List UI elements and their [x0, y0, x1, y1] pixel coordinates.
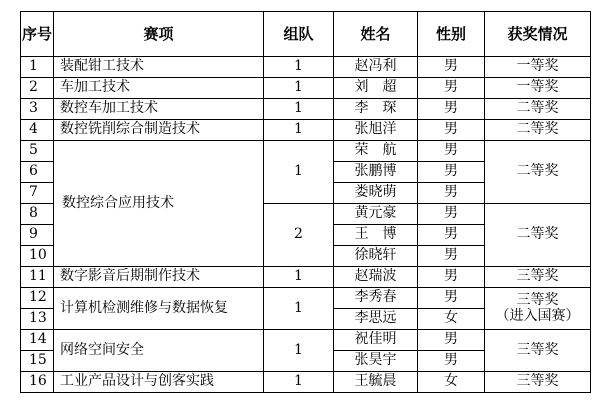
gender-cell: 男 [418, 99, 485, 120]
seq-cell: 14 [21, 330, 54, 351]
table-row [21, 57, 591, 78]
name-cell: 赵冯利 [334, 57, 418, 78]
seq-cell: 3 [21, 99, 54, 120]
name-cell: 张昊宇 [334, 351, 418, 372]
event-cell: 计算机检测维修与数据恢复 [54, 288, 264, 330]
table-row [21, 78, 591, 99]
award-note: （进入国赛） [495, 307, 580, 324]
award-cell [485, 288, 591, 330]
seq-cell: 15 [21, 351, 54, 372]
table-row [21, 99, 591, 120]
event-cell: 数控铣削综合制造技术 [54, 120, 264, 141]
gender-cell: 男 [418, 246, 485, 267]
table-row [21, 288, 591, 309]
gender-cell: 男 [418, 57, 485, 78]
gender-cell: 男 [418, 225, 485, 246]
team-cell: 1 [264, 267, 334, 288]
gender-cell: 男 [418, 267, 485, 288]
name-cell: 王毓晨 [334, 372, 418, 393]
seq-cell: 11 [21, 267, 54, 288]
header-gender: 性别 [418, 12, 485, 57]
team-cell: 1 [264, 330, 334, 372]
seq-cell: 6 [21, 162, 54, 183]
name-cell: 张旭洋 [334, 120, 418, 141]
header-award: 获奖情况 [485, 12, 591, 57]
seq-cell: 16 [21, 372, 54, 393]
team-cell: 1 [264, 141, 334, 204]
name-cell: 黄元豪 [334, 204, 418, 225]
name-cell: 李 琛 [334, 99, 418, 120]
seq-cell: 10 [21, 246, 54, 267]
gender-cell: 男 [418, 351, 485, 372]
event-cell: 数控车加工技术 [54, 99, 264, 120]
award-cell: 二等奖 [485, 141, 591, 204]
name-cell: 李思远 [334, 309, 418, 330]
award-cell: 二等奖 [485, 120, 591, 141]
gender-cell: 女 [418, 372, 485, 393]
seq-cell: 4 [21, 120, 54, 141]
gender-cell: 男 [418, 120, 485, 141]
seq-cell: 1 [21, 57, 54, 78]
gender-cell: 男 [418, 162, 485, 183]
event-cell: 网络空间安全 [54, 330, 264, 372]
award-text: 三等奖 [516, 292, 559, 309]
team-cell: 1 [264, 99, 334, 120]
award-cell: 三等奖 [485, 330, 591, 372]
event-cell: 数控综合应用技术 [54, 141, 264, 267]
header-event: 赛项 [54, 12, 264, 57]
team-cell: 2 [264, 204, 334, 267]
team-cell: 1 [264, 372, 334, 393]
seq-cell: 2 [21, 78, 54, 99]
award-cell: 二等奖 [485, 99, 591, 120]
event-cell: 工业产品设计与创客实践 [54, 372, 264, 393]
awards-table [20, 11, 591, 393]
team-cell: 1 [264, 57, 334, 78]
award-cell: 二等奖 [485, 204, 591, 267]
table-row [21, 120, 591, 141]
name-cell: 荣 航 [334, 141, 418, 162]
team-cell: 1 [264, 78, 334, 99]
header-seq: 序号 [21, 12, 54, 57]
seq-cell: 12 [21, 288, 54, 309]
gender-cell: 男 [418, 204, 485, 225]
name-cell: 娄晓萌 [334, 183, 418, 204]
gender-cell: 女 [418, 309, 485, 330]
gender-cell: 男 [418, 141, 485, 162]
gender-cell: 男 [418, 288, 485, 309]
name-cell: 徐晓轩 [334, 246, 418, 267]
table-row [21, 141, 591, 162]
seq-cell: 9 [21, 225, 54, 246]
award-cell: 三等奖 [485, 372, 591, 393]
gender-cell: 男 [418, 78, 485, 99]
name-cell: 张鹏博 [334, 162, 418, 183]
award-cell: 一等奖 [485, 57, 591, 78]
table-row [21, 372, 591, 393]
name-cell: 赵瑞波 [334, 267, 418, 288]
award-cell: 一等奖 [485, 78, 591, 99]
name-cell: 王 博 [334, 225, 418, 246]
gender-cell: 男 [418, 330, 485, 351]
name-cell: 祝佳明 [334, 330, 418, 351]
seq-cell: 5 [21, 141, 54, 162]
header-row [21, 12, 591, 57]
seq-cell: 7 [21, 183, 54, 204]
seq-cell: 8 [21, 204, 54, 225]
header-team: 组队 [264, 12, 334, 57]
gender-cell: 男 [418, 183, 485, 204]
table-row [21, 267, 591, 288]
event-cell: 车加工技术 [54, 78, 264, 99]
seq-cell: 13 [21, 309, 54, 330]
award-cell: 三等奖 [485, 267, 591, 288]
team-cell: 1 [264, 288, 334, 330]
event-cell: 装配钳工技术 [54, 57, 264, 78]
event-cell: 数字影音后期制作技术 [54, 267, 264, 288]
team-cell: 1 [264, 120, 334, 141]
name-cell: 刘 超 [334, 78, 418, 99]
table-row [21, 330, 591, 351]
header-name: 姓名 [334, 12, 418, 57]
name-cell: 李秀春 [334, 288, 418, 309]
